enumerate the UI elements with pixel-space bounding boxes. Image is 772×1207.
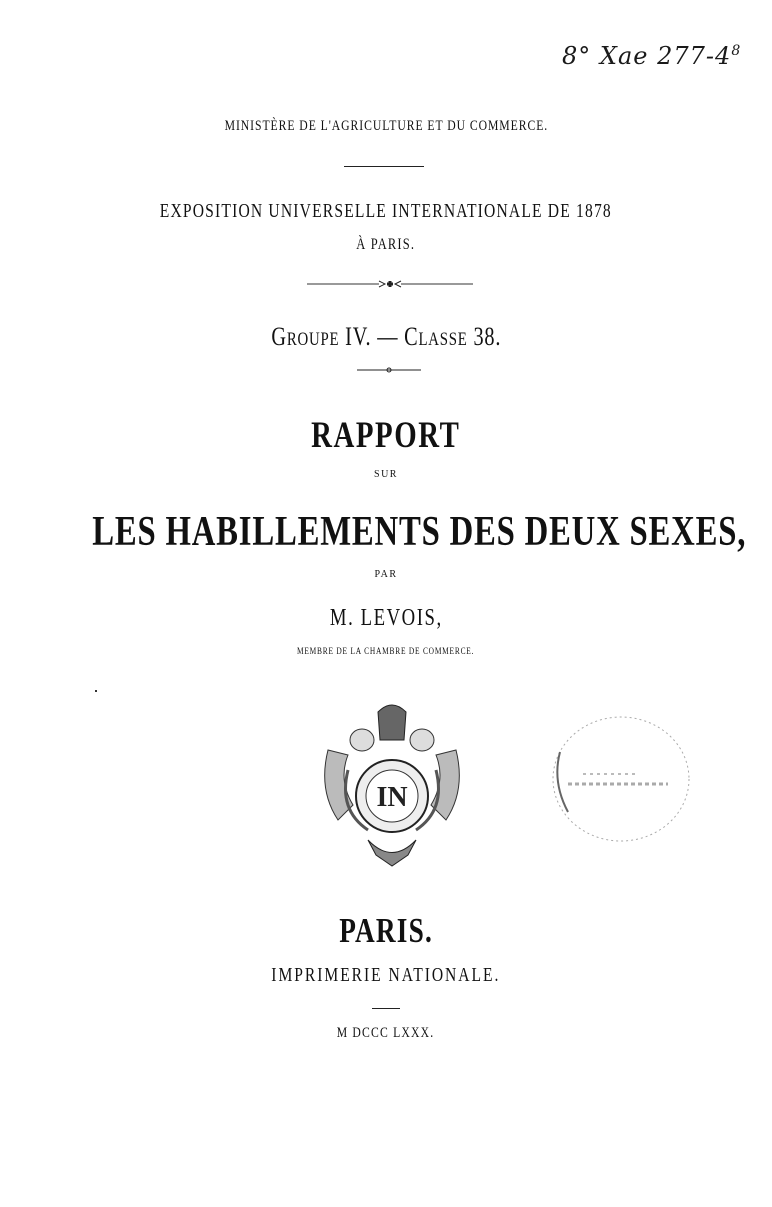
class-number: 38. [473,322,501,351]
preposition-line [0,469,772,480]
imprimerie-emblem-icon [308,700,476,868]
classification-line [0,322,772,352]
preposition-text: SUR [374,469,398,480]
fleuron-divider-icon [305,277,475,291]
subject-title [0,508,772,556]
report-title-text: RAPPORT [311,415,461,456]
location-text: À PARIS. [356,236,416,253]
imprint-city [0,911,772,951]
author-name [0,605,772,632]
group-initial: G [271,322,287,351]
speck [95,690,97,692]
affiliation-text: MEMBRE DE LA CHAMBRE DE COMMERCE. [297,647,475,657]
em-dash: — [376,322,398,351]
group-label: ROUPE [286,329,340,350]
location-line [0,236,772,254]
author-name-text: M. LEVOIS, [329,605,443,631]
svg-text:IN: IN [376,782,408,813]
by-line [0,569,772,580]
author-affiliation [0,647,772,657]
imprint-year [0,1025,772,1042]
divider-rule [344,166,424,167]
imprint-year-text: M DCCC LXXX. [337,1025,435,1041]
imprint-city-text: PARIS. [339,911,433,950]
library-stamp-icon [548,712,694,846]
imprint-printer-text: IMPRIMERIE NATIONALE. [271,964,501,986]
exposition-title [0,200,772,223]
exposition-text: EXPOSITION UNIVERSELLE INTERNATIONALE DE 1878 [159,200,613,222]
ministry-line [0,118,772,135]
class-label: LASSE [418,329,468,350]
handwritten-shelfmark [562,42,741,70]
ministry-text: MINISTÈRE DE L'AGRICULTURE ET DU COMMERCE. [224,118,548,134]
small-fleuron-icon [356,366,422,374]
report-title [0,414,772,457]
by-text: PAR [374,569,398,580]
shelfmark-superscript: 8 [731,43,742,59]
subject-text: LES HABILLEMENTS DES DEUX SEXES, [92,509,747,555]
class-initial: C [403,322,419,351]
short-divider-rule [372,1008,400,1009]
shelfmark-text: 8° Xae 277-4 [562,42,732,70]
group-number: IV. [344,322,372,351]
imprint-printer [0,964,772,987]
